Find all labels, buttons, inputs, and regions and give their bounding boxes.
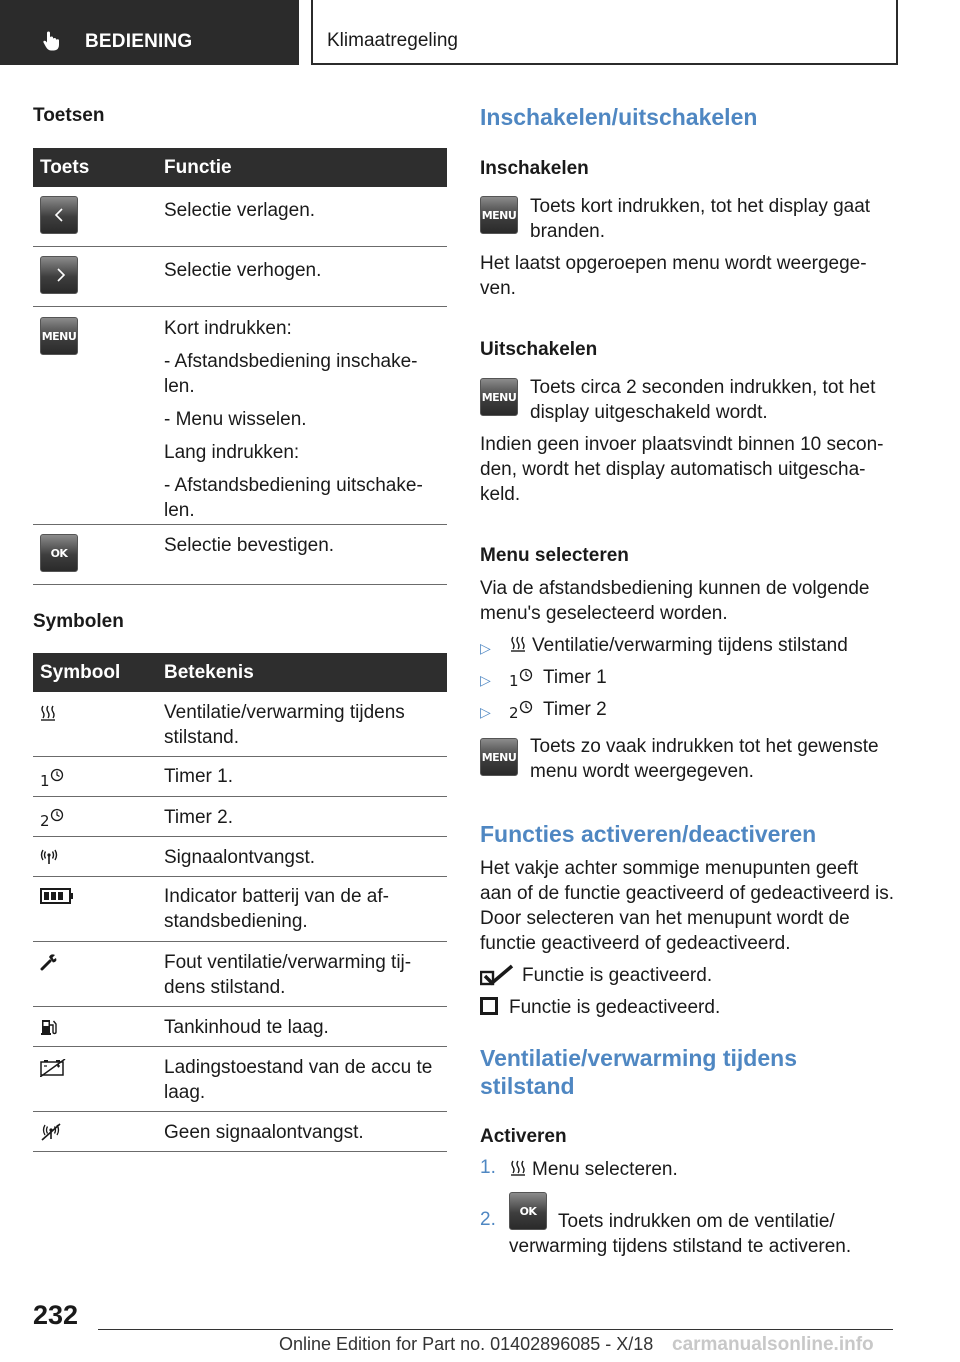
table-row bbox=[33, 1007, 447, 1047]
switch-on-heading: Inschakelen bbox=[480, 158, 589, 179]
symbols-heading: Symbolen bbox=[33, 611, 124, 632]
menu-item-label: Ventilatie/verwarming tijdens stilstand bbox=[532, 635, 848, 656]
timer-2-icon: 2 bbox=[509, 700, 537, 720]
row-text: Ladingstoestand van de accu te laag. bbox=[164, 1057, 433, 1103]
battery-indicator-icon bbox=[40, 888, 74, 904]
bullet-triangle-icon: ▷ bbox=[480, 640, 491, 656]
chapter-tab bbox=[311, 0, 898, 65]
watermark: carmanualsonline.info bbox=[672, 1334, 874, 1355]
table-row bbox=[33, 1112, 447, 1152]
ok-key-icon: OK bbox=[509, 1192, 547, 1230]
footer-divider bbox=[98, 1329, 893, 1330]
step-text: Toets indrukken om de ventilatie/ bbox=[558, 1211, 835, 1232]
row-text: Timer 1. bbox=[164, 766, 233, 787]
step-number: 2. bbox=[480, 1209, 496, 1230]
parking-ventilation-icon bbox=[510, 635, 526, 653]
row-text: Fout ventilatie/verwarming tij- dens stilstand. bbox=[164, 952, 412, 998]
low-battery-icon bbox=[40, 1059, 66, 1077]
table-row bbox=[33, 525, 447, 585]
keys-col-function: Functie bbox=[164, 157, 232, 178]
table-row bbox=[33, 942, 447, 1007]
row-text: Selectie bevestigen. bbox=[164, 535, 335, 556]
parking-ventilation-icon bbox=[40, 704, 56, 722]
page-number: 232 bbox=[33, 1300, 79, 1330]
checkbox-checked-icon bbox=[480, 964, 514, 986]
fuel-pump-icon bbox=[40, 1018, 58, 1036]
step-text: verwarming tijdens stilstand te activeren. bbox=[509, 1236, 852, 1257]
keys-table-header bbox=[33, 148, 447, 187]
keys-col-key: Toets bbox=[40, 157, 90, 178]
wrench-icon bbox=[40, 953, 58, 971]
chevron-right-key-icon bbox=[40, 256, 78, 294]
switch-off-key-text: Toets circa 2 seconden indrukken, tot het display uitgeschakeld wordt. bbox=[530, 377, 876, 423]
table-row bbox=[33, 1047, 447, 1112]
edition-text: Online Edition for Part no. 01402896085 - X/18 bbox=[279, 1334, 654, 1354]
deactivated-text: Functie is gedeactiveerd. bbox=[509, 997, 721, 1018]
row-text: Selectie verlagen. bbox=[164, 200, 316, 221]
table-row: 2 Timer 2. bbox=[33, 797, 447, 837]
row-text: Tankinhoud te laag. bbox=[164, 1017, 329, 1038]
parking-ventilation-icon bbox=[510, 1159, 526, 1177]
table-row bbox=[33, 877, 447, 942]
timer-1-icon: 1 bbox=[509, 668, 537, 688]
symbols-col-symbol: Symbool bbox=[40, 662, 121, 683]
table-row bbox=[33, 187, 447, 247]
ok-key-icon: OK bbox=[40, 534, 78, 572]
keys-heading: Toetsen bbox=[33, 105, 105, 126]
parking-heading: Ventilatie/verwarming tijdens stilstand bbox=[480, 1045, 797, 1099]
bullet-triangle-icon: ▷ bbox=[480, 704, 491, 720]
chapter-title: Klimaatregeling bbox=[327, 30, 458, 51]
table-row bbox=[33, 837, 447, 877]
table-row bbox=[33, 247, 447, 307]
functions-text: Het vakje achter sommige menupunten geeft aan of de functie geactiveerd of gedeactiveerd is. Door selecteren van het menupunt wordt de functie geactiveerd of gedeactiveerd. bbox=[480, 858, 895, 954]
hand-pointer-icon bbox=[41, 30, 63, 52]
row-text: Ventilatie/verwarming tijdens stilstand. bbox=[164, 702, 405, 748]
menu-key-icon: MENU bbox=[480, 378, 518, 416]
checkbox-empty-icon bbox=[480, 997, 498, 1015]
symbols-table bbox=[33, 653, 447, 1152]
menu-item-label: Timer 2 bbox=[543, 699, 607, 720]
activate-heading: Activeren bbox=[480, 1126, 567, 1147]
row-text: Timer 2. bbox=[164, 807, 233, 828]
row-text: Kort indrukken: - Afstandsbediening inschake- len. - Menu wisselen. Lang indrukken: - Afstandsbediening uitschake- len. bbox=[164, 318, 423, 521]
menu-item-label: Timer 1 bbox=[543, 667, 607, 688]
table-row: 1 Timer 1. bbox=[33, 757, 447, 797]
menu-key-icon: MENU bbox=[480, 738, 518, 776]
activated-text: Functie is geactiveerd. bbox=[522, 965, 713, 986]
row-text: Geen signaalontvangst. bbox=[164, 1122, 364, 1143]
symbols-table-header bbox=[33, 653, 447, 692]
switch-on-key-text: Toets kort indrukken, tot het display gaat branden. bbox=[530, 196, 871, 242]
step-number: 1. bbox=[480, 1157, 496, 1178]
switch-on-note: Het laatst opgeroepen menu wordt weergege- ven. bbox=[480, 253, 867, 299]
row-text: Indicator batterij van de af- standsbediening. bbox=[164, 886, 389, 932]
section-tab bbox=[0, 0, 299, 65]
symbols-col-meaning: Betekenis bbox=[164, 662, 254, 683]
menu-key-icon: MENU bbox=[40, 317, 78, 355]
row-text: Signaalontvangst. bbox=[164, 847, 316, 868]
step-text: Menu selecteren. bbox=[532, 1159, 678, 1180]
keys-table bbox=[33, 148, 447, 585]
signal-reception-icon bbox=[40, 849, 58, 865]
chevron-left-key-icon bbox=[40, 196, 78, 234]
table-row bbox=[33, 307, 447, 525]
switch-off-heading: Uitschakelen bbox=[480, 339, 598, 360]
menu-heading: Menu selecteren bbox=[480, 545, 629, 566]
section-title: BEDIENING bbox=[85, 31, 193, 52]
switch-off-note: Indien geen invoer plaatsvindt binnen 10 secon- den, wordt het display automatisch uitgescha- keld. bbox=[480, 434, 884, 505]
menu-key-icon: MENU bbox=[480, 196, 518, 234]
table-row bbox=[33, 692, 447, 757]
row-text: Selectie verhogen. bbox=[164, 260, 322, 281]
bullet-triangle-icon: ▷ bbox=[480, 672, 491, 688]
menu-key-text: Toets zo vaak indrukken tot het gewenste menu wordt weergegeven. bbox=[530, 736, 879, 782]
menu-intro: Via de afstandsbediening kunnen de volgende menu's geselecteerd worden. bbox=[480, 578, 870, 624]
functions-heading: Functies activeren/deactiveren bbox=[480, 821, 817, 847]
no-signal-icon bbox=[40, 1123, 62, 1141]
on-off-heading: Inschakelen/uitschakelen bbox=[480, 104, 758, 130]
